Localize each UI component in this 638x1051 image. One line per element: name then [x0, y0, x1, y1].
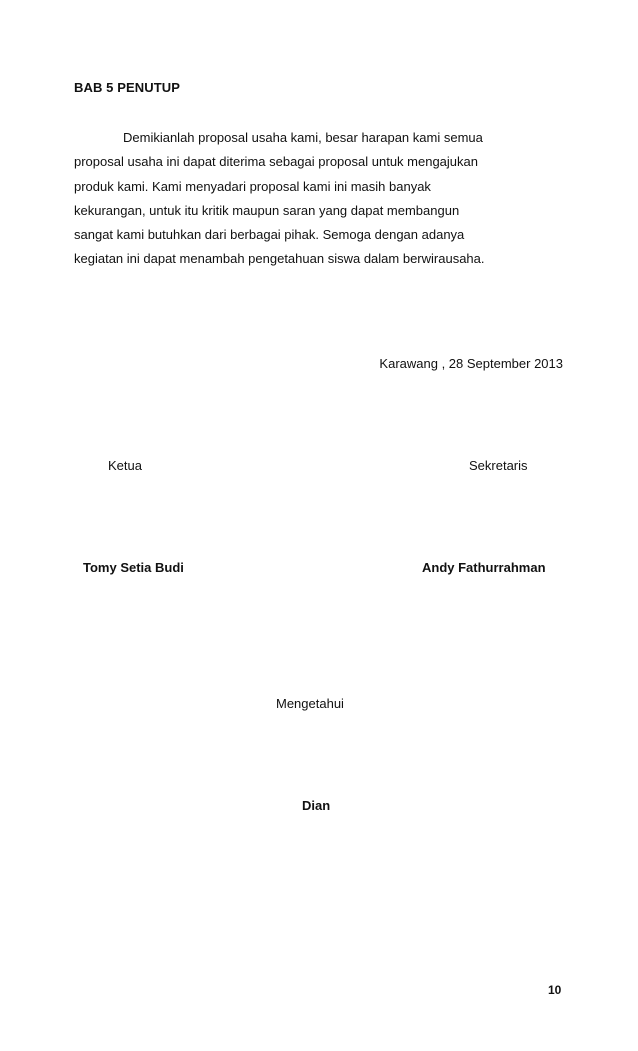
paragraph-line: sangat kami butuhkan dari berbagai pihak. Semoga dengan adanya: [74, 227, 465, 243]
secretary-name: Andy Fathurrahman: [422, 560, 546, 575]
witness-name: Dian: [302, 798, 331, 813]
witness-label: Mengetahui: [276, 696, 344, 711]
paragraph-line: Demikianlah proposal usaha kami, besar harapan kami semua: [123, 130, 483, 145]
place-date: Karawang , 28 September 2013: [379, 356, 563, 371]
chairman-name: Tomy Setia Budi: [83, 560, 184, 575]
paragraph-line: kegiatan ini dapat menambah pengetahuan siswa dalam berwirausaha.: [74, 251, 485, 267]
page-number: 10: [548, 983, 562, 997]
paragraph-line: produk kami. Kami menyadari proposal kami ini masih banyak: [74, 178, 431, 194]
paragraph-line: kekurangan, untuk itu kritik maupun saran yang dapat membangun: [74, 202, 460, 218]
section-heading: BAB 5 PENUTUP: [74, 80, 181, 95]
chairman-role-label: Ketua: [108, 458, 142, 473]
paragraph-line: proposal usaha ini dapat diterima sebagai proposal untuk mengajukan: [74, 154, 478, 170]
closing-paragraph: [74, 126, 574, 272]
secretary-role-label: Sekretaris: [469, 458, 528, 473]
